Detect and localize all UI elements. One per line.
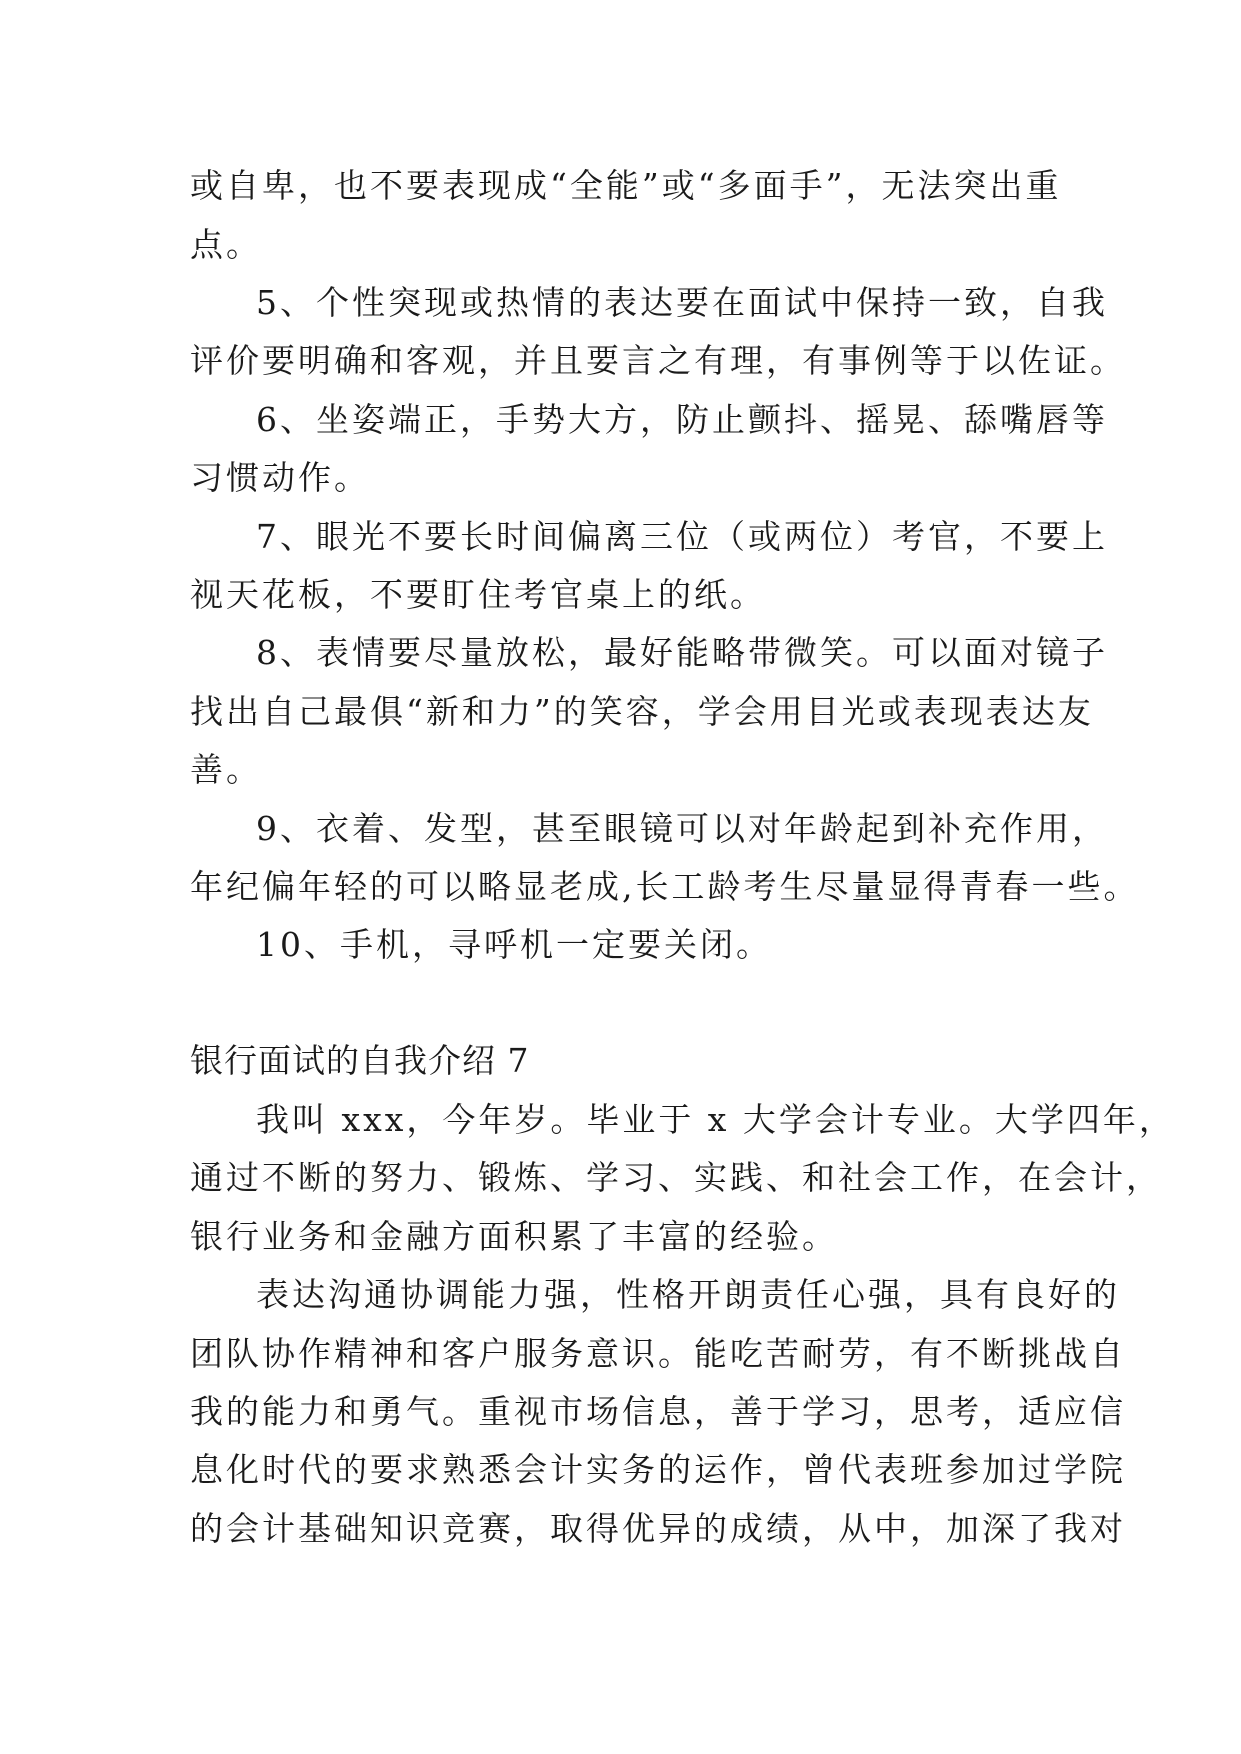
paragraph-line: 的会计基础知识竞赛，取得优异的成绩，从中，加深了我对 <box>190 1509 1126 1548</box>
paragraph-line: 通过不断的努力、锻炼、学习、实践、和社会工作，在会计， <box>190 1158 1162 1197</box>
list-item-8: 8、表情要尽量放松，最好能略带微笑。可以面对镜子 <box>256 633 1108 672</box>
text-line: 评价要明确和客观，并且要言之有理，有事例等于以佐证。 <box>190 341 1126 380</box>
list-item-10: 10、手机，寻呼机一定要关闭。 <box>256 925 772 964</box>
text-line: 年纪偏年轻的可以略显老成,长工龄考生尽量显得青春一些。 <box>190 867 1140 906</box>
paragraph-line: 息化时代的要求熟悉会计实务的运作，曾代表班参加过学院 <box>190 1450 1126 1489</box>
text-line: 点。 <box>190 225 262 264</box>
list-item-9: 9、衣着、发型，甚至眼镜可以对年龄起到补充作用， <box>256 809 1108 848</box>
text-line: 找出自己最俱“新和力”的笑容，学会用目光或表现表达友 <box>190 692 1094 731</box>
text-line: 视天花板，不要盯住考官桌上的纸。 <box>190 575 766 614</box>
paragraph-line: 我的能力和勇气。重视市场信息，善于学习，思考，适应信 <box>190 1392 1126 1431</box>
paragraph-line: 团队协作精神和客户服务意识。能吃苦耐劳，有不断挑战自 <box>190 1334 1126 1373</box>
text-line: 或自卑，也不要表现成“全能”或“多面手”，无法突出重 <box>190 166 1062 205</box>
section-heading: 银行面试的自我介绍 7 <box>190 1041 530 1080</box>
paragraph-line: 银行业务和金融方面积累了丰富的经验。 <box>190 1217 838 1256</box>
list-item-6: 6、坐姿端正，手势大方，防止颤抖、摇晃、舔嘴唇等 <box>256 400 1108 439</box>
text-line: 习惯动作。 <box>190 458 370 497</box>
text-line: 善。 <box>190 750 262 789</box>
paragraph-line: 我叫 xxx，今年岁。毕业于 x 大学会计专业。大学四年， <box>256 1100 1175 1139</box>
paragraph-line: 表达沟通协调能力强，性格开朗责任心强，具有良好的 <box>256 1275 1120 1314</box>
list-item-5: 5、个性突现或热情的表达要在面试中保持一致，自我 <box>256 283 1108 322</box>
list-item-7: 7、眼光不要长时间偏离三位（或两位）考官，不要上 <box>256 517 1108 556</box>
